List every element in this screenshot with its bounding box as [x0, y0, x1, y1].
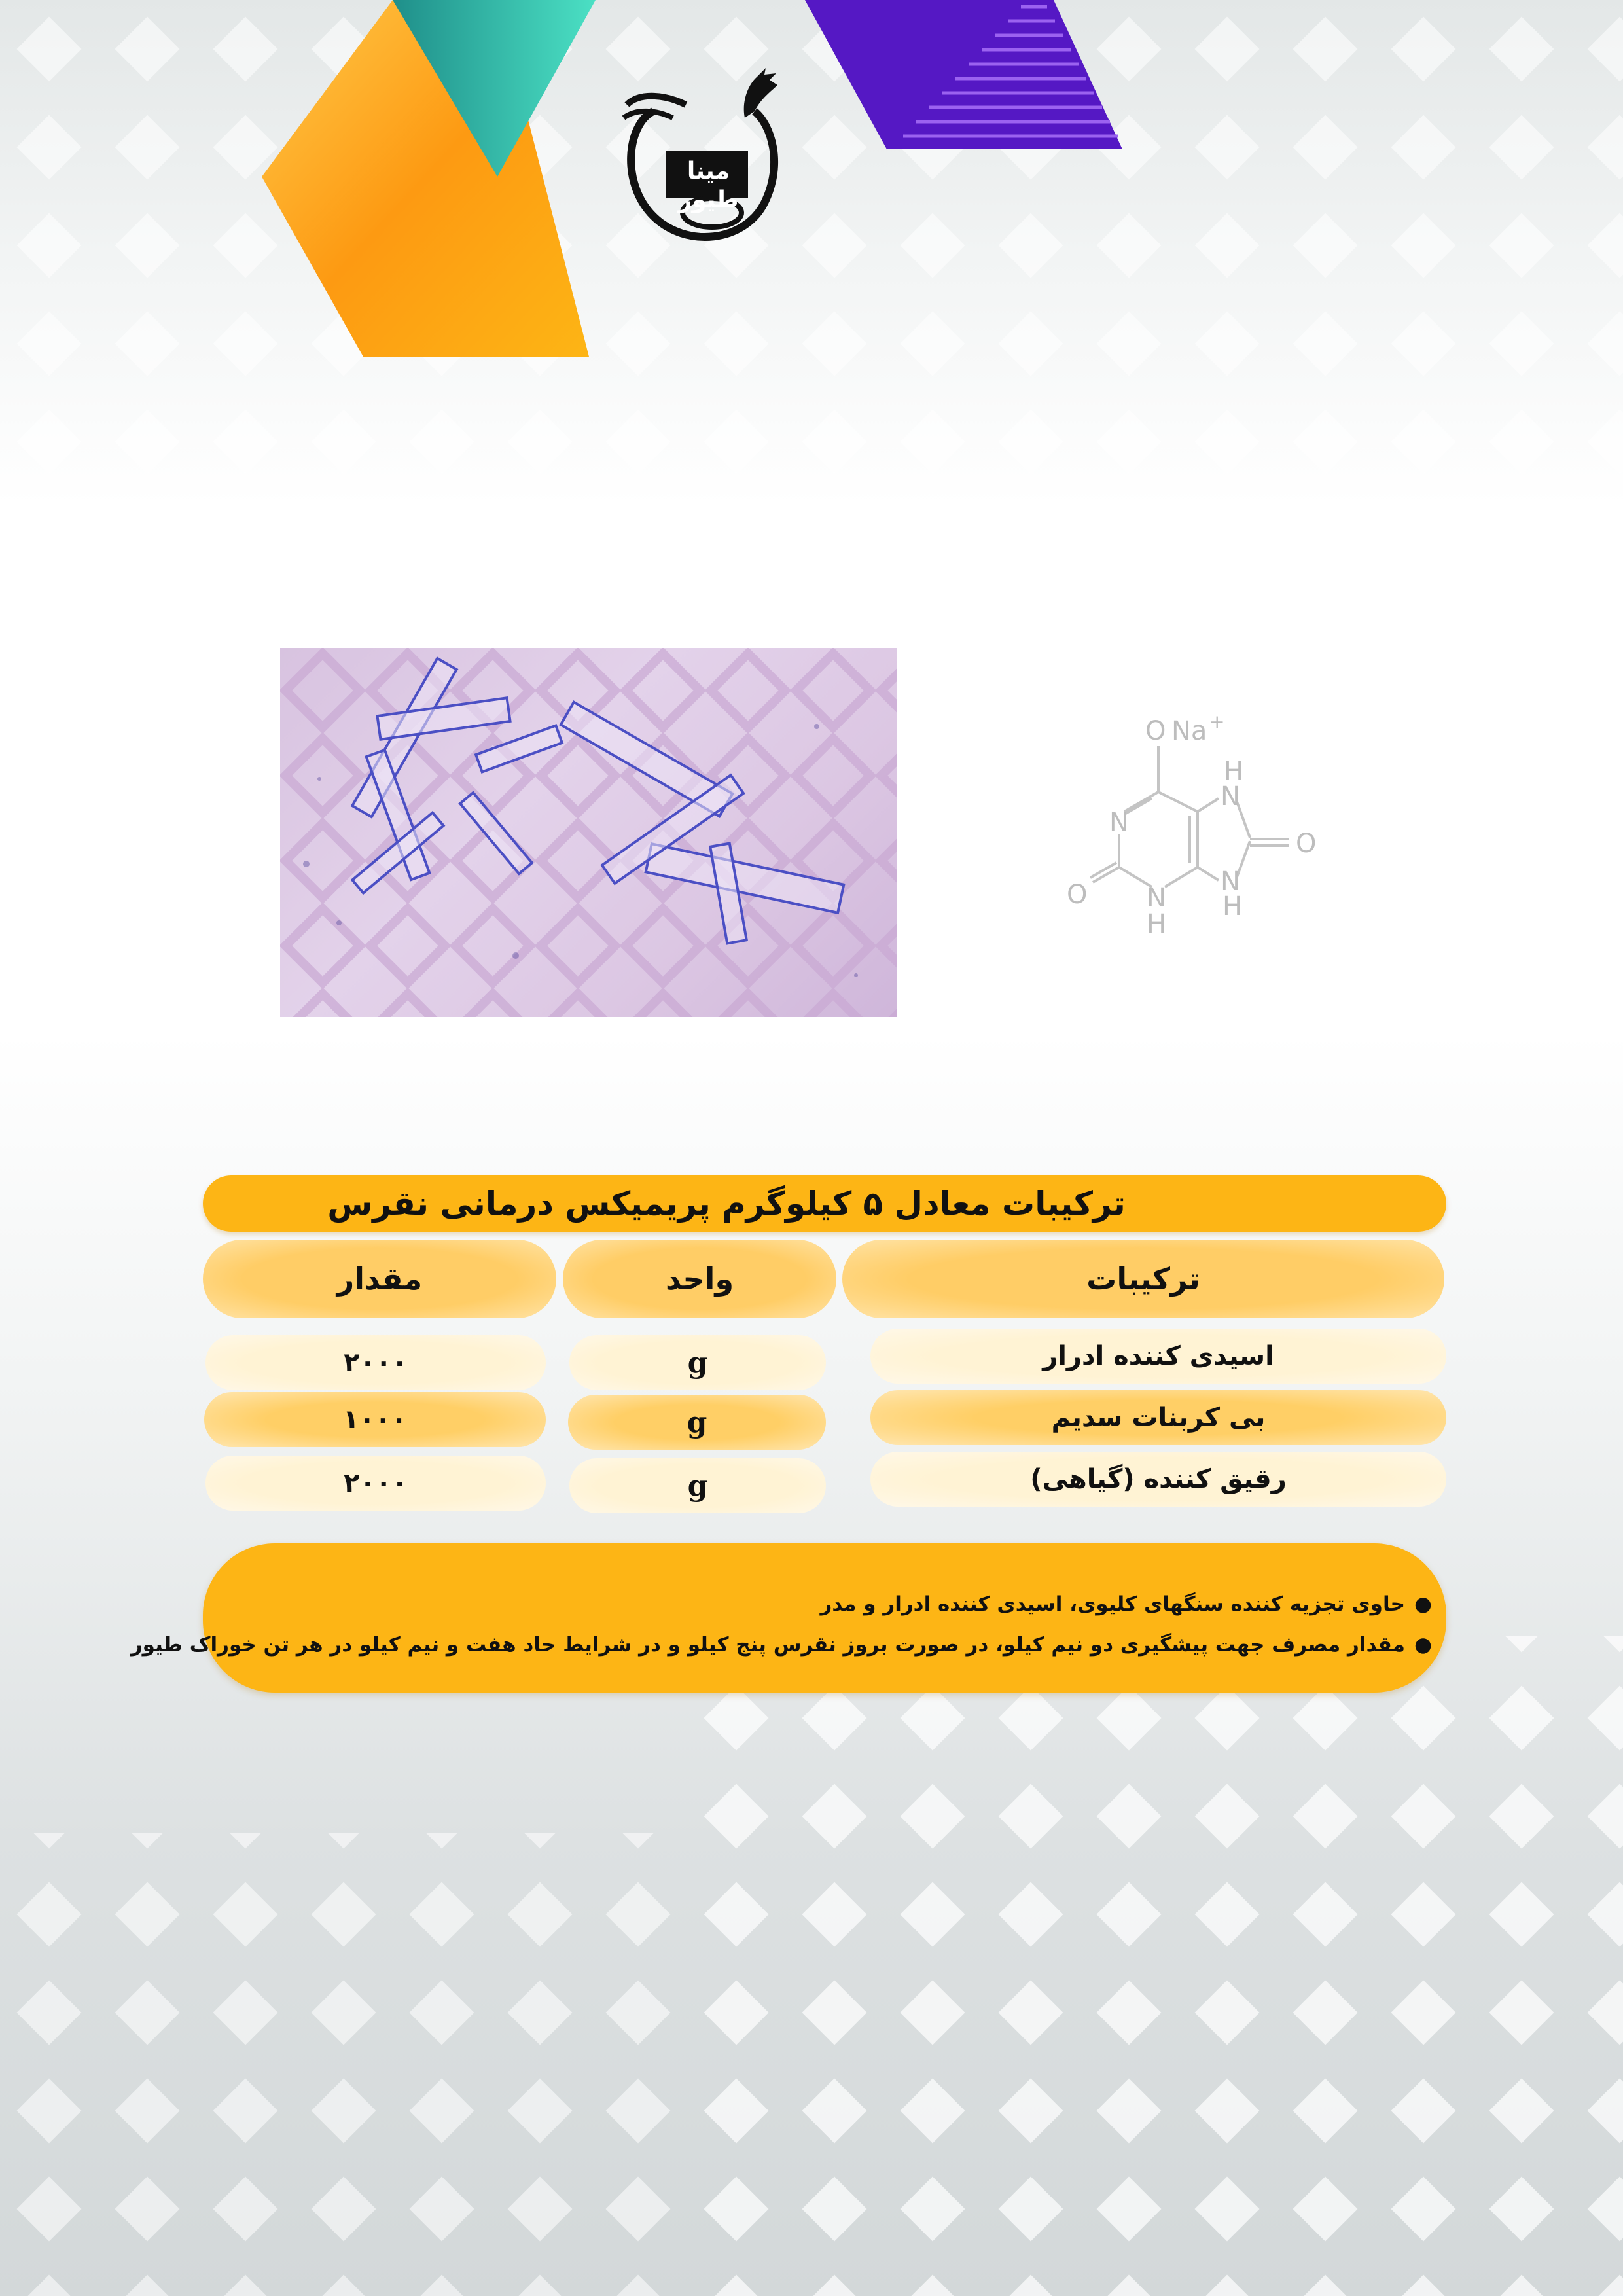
atom-n-right-top: N	[1221, 781, 1240, 812]
header-decoration	[0, 0, 1623, 393]
row-1-unit: g	[569, 1335, 826, 1390]
atom-o-left: O	[1067, 880, 1088, 910]
note-item: ●مقدار مصرف جهت پیشگیری دو نیم کیلو، در صورت بروز نقرس پنج کیلو و در شرایط حاد هفت و نیم کیلو در هر تن خوراک طیور	[209, 1624, 1432, 1665]
atom-na: Na	[1171, 716, 1207, 746]
row-1-ingredient: اسیدی کننده ادرار	[870, 1329, 1446, 1384]
table-title-banner	[203, 1175, 1446, 1232]
notes-box	[130, 1543, 1446, 1693]
atom-n-left: N	[1109, 808, 1129, 838]
atom-charge: +	[1209, 711, 1225, 732]
logo-text: مینا طیور	[678, 158, 739, 213]
header-unit: واحد	[563, 1240, 836, 1318]
purple-shape	[805, 0, 1122, 149]
atom-h-right-bottom: H	[1222, 891, 1243, 922]
atom-n-right-bottom: N	[1221, 867, 1240, 897]
atom-h-bottom: H	[1147, 909, 1167, 939]
row-3-ingredient: رقیق کننده (گیاهی)	[870, 1452, 1446, 1507]
row-3-amount: ۲۰۰۰	[205, 1456, 546, 1511]
row-1-amount: ۲۰۰۰	[205, 1335, 546, 1390]
brand-logo	[614, 65, 797, 255]
row-2-amount: ۱۰۰۰	[204, 1392, 546, 1447]
row-2-ingredient: بی کربنات سدیم	[870, 1390, 1446, 1445]
bullet-icon: ●	[1414, 1592, 1432, 1616]
header-ingredients: ترکیبات	[842, 1240, 1444, 1318]
atom-h-top: H	[1224, 757, 1244, 787]
note-item: ●حاوی تجزیه کننده سنگهای کلیوی، اسیدی کننده ادرار و مدر	[209, 1584, 1432, 1624]
notes-list	[130, 1584, 1432, 1665]
crystal-photo	[280, 648, 897, 1017]
uric-acid-molecule	[1054, 707, 1342, 956]
atom-o-top: O	[1145, 716, 1166, 746]
row-2-unit: g	[568, 1395, 826, 1450]
header-amount: مقدار	[203, 1240, 556, 1318]
row-3-unit: g	[569, 1458, 826, 1513]
atom-n-bottom: N	[1147, 883, 1166, 913]
bullet-icon: ●	[1414, 1633, 1432, 1657]
table-title: ترکیبات معادل ۵ کیلوگرم پریمیکس درمانی نقرس	[327, 1185, 1126, 1223]
atom-o-right: O	[1296, 829, 1317, 859]
